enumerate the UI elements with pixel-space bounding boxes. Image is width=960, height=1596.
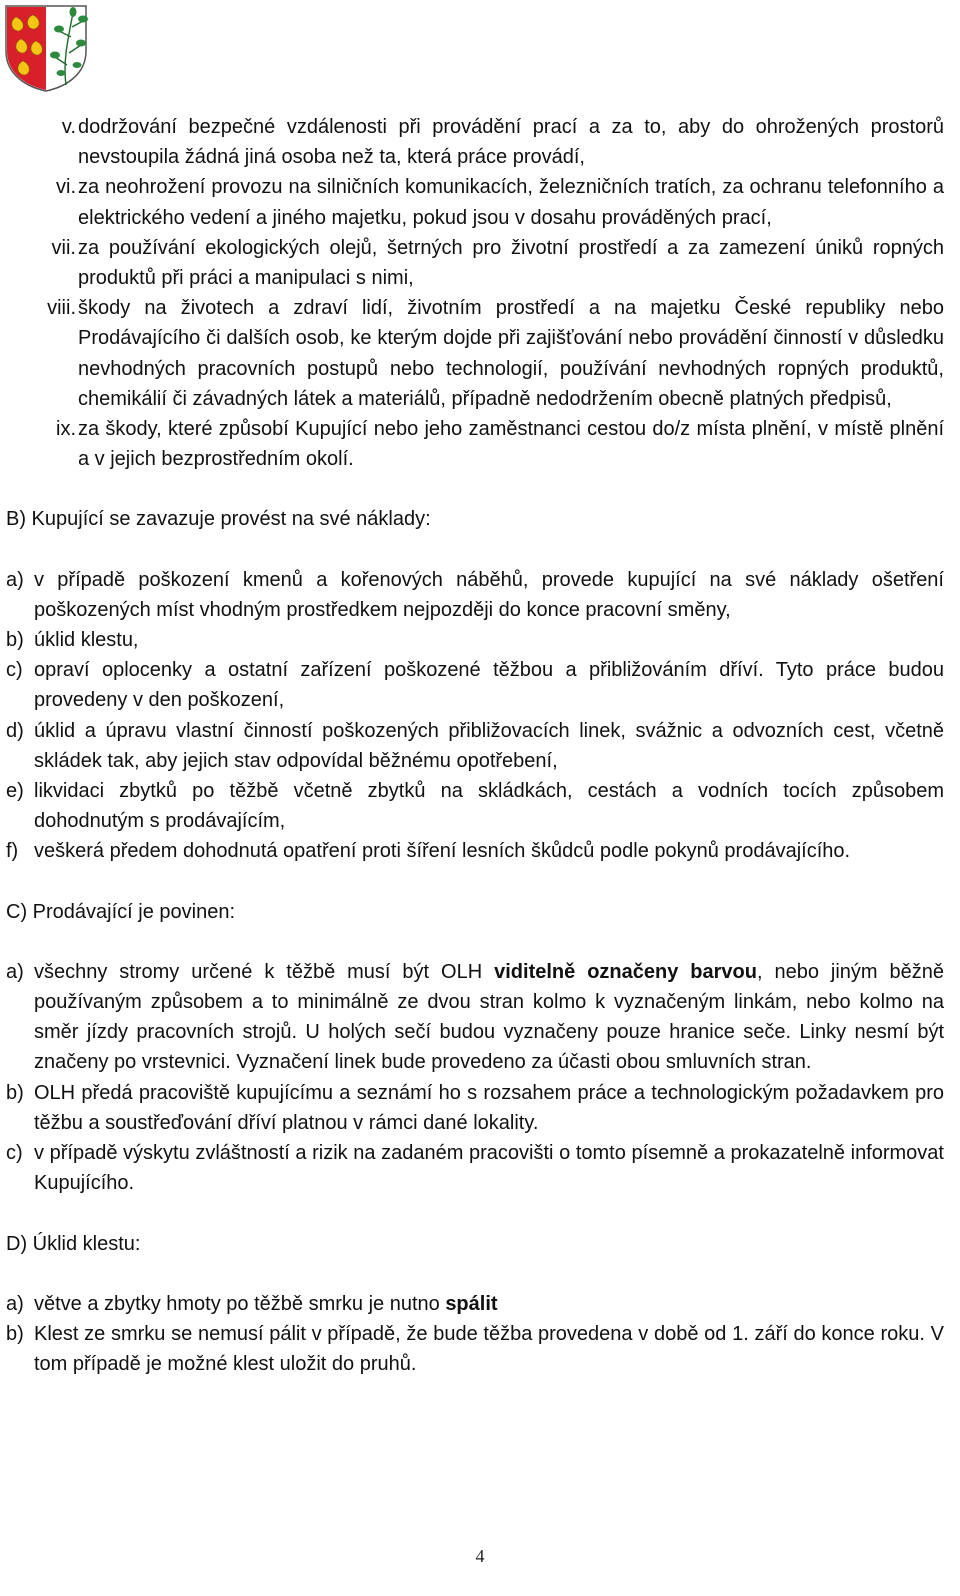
list-item xyxy=(6,957,944,1078)
list-item xyxy=(6,565,944,625)
page-number: 4 xyxy=(475,1546,485,1566)
list-item xyxy=(6,112,944,172)
item-number-label: vii. xyxy=(51,236,76,259)
list-item xyxy=(6,233,944,293)
list-item xyxy=(6,655,944,715)
emphasis-text: viditelně označeny barvou xyxy=(494,960,757,983)
item-number: c) xyxy=(6,659,23,682)
item-number xyxy=(6,112,76,172)
item-number xyxy=(6,414,76,474)
item-number: b) xyxy=(6,629,24,652)
emphasis-text: spálit xyxy=(445,1292,498,1315)
item-text: opraví oplocenky a ostatní zařízení poškozené těžbou a přibližováním dříví. Tyto práce budou provedeny v den poškození, xyxy=(34,659,944,712)
item-text: v případě poškození kmenů a kořenových náběhů, provede kupující na své náklady ošetření poškozených míst vhodným prostředkem nejpozději do konce pracovní směny, xyxy=(34,568,944,621)
item-text xyxy=(34,957,944,1078)
item-text: úklid a úpravu vlastní činností poškozených přibližovacích linek, svážnic a odvozních cest, včetně skládek tak, aby jejich stav odpovídal běžnému opotřebení, xyxy=(34,719,944,772)
list-item xyxy=(6,836,944,866)
item-text: úklid klestu, xyxy=(34,629,139,652)
section-c-heading: C) Prodávající je povinen: xyxy=(6,900,236,923)
item-text: OLH předá pracoviště kupujícímu a seznámí ho s rozsahem práce a technologickým požadavkem pro těžbu a soustřeďování dříví platnou v rámci dané lokality. xyxy=(34,1081,944,1134)
text-run: všechny stromy určené k těžbě musí být OLH xyxy=(34,960,495,983)
item-number xyxy=(6,233,76,293)
item-number xyxy=(6,293,76,414)
item-number: f) xyxy=(6,840,19,863)
item-text: za škody, které způsobí Kupující nebo jeho zaměstnanci cestou do/z místa plnění, v místě plnění a v jejich bezprostředním okolí. xyxy=(78,418,944,471)
roman-list xyxy=(6,112,944,474)
item-text: likvidaci zbytků po těžbě včetně zbytků na skládkách, cestách a vodních tocích způsobem dohodnutým s prodávajícím, xyxy=(34,780,944,833)
list-item xyxy=(6,1138,944,1198)
item-number: a) xyxy=(6,960,24,983)
item-number: a) xyxy=(6,568,24,591)
item-number: e) xyxy=(6,780,24,803)
item-number: b) xyxy=(6,1081,24,1104)
section-d-list xyxy=(6,1289,944,1380)
item-text: Klest ze smrku se nemusí pálit v případě, že bude těžba provedena v době od 1. září do konce roku. V tom případě je možné klest uložit do pruhů. xyxy=(34,1322,944,1376)
list-item xyxy=(6,293,944,414)
section-b-list xyxy=(6,565,944,867)
section-d-heading: D) Úklid klestu: xyxy=(6,1232,141,1255)
list-item xyxy=(6,1319,944,1379)
list-item xyxy=(6,776,944,836)
coat-of-arms-icon xyxy=(3,3,89,93)
item-text: za neohrožení provozu na silničních komunikacích, železničních tratích, za ochranu telefonního a elektrického vedení a jiného majetku, pokud jsou v dosahu prováděných prací, xyxy=(78,176,944,229)
item-text xyxy=(34,1289,944,1319)
item-number: b) xyxy=(6,1322,24,1345)
text-run: větve a zbytky hmoty po těžbě smrku je nutno xyxy=(34,1292,446,1315)
text-run: , nebo jiným běžně používaným způsobem a to minimálně ze dvou stran kolmo k vyznačeným linkám, nebo kolmo na směr jízdy pracovních strojů. U holých sečí budou vyznačeny pouze hranice seče. Linky nesmí být značeny po vrstevnici. Vyznačení linek bude provedeno za účasti obou smluvních stran. xyxy=(34,960,944,1074)
item-text: v případě výskytu zvláštností a rizik na zadaném pracovišti o tomto písemně a prokazatelně informovat Kupujícího. xyxy=(34,1142,944,1195)
section-c-list xyxy=(6,957,944,1199)
list-item xyxy=(6,1078,944,1138)
item-number: a) xyxy=(6,1292,24,1315)
item-text: za používání ekologických olejů, šetrných pro životní prostředí a za zamezení úniků ropných produktů při práci a manipulaci s nimi, xyxy=(78,236,944,290)
list-item xyxy=(6,625,944,655)
item-number-label: v. xyxy=(61,116,76,138)
item-number: d) xyxy=(6,719,24,742)
list-item xyxy=(6,172,944,232)
item-text: dodržování bezpečné vzdálenosti při provádění prací a za to, aby do ohrožených prostorů nevstoupila žádná jiná osoba než ta, která práce provádí, xyxy=(78,116,944,169)
item-number: c) xyxy=(6,1142,23,1165)
item-number-label: ix. xyxy=(56,418,76,441)
section-b-heading: B) Kupující se zavazuje provést na své náklady: xyxy=(6,508,431,531)
list-item xyxy=(6,716,944,776)
list-item xyxy=(6,1289,944,1319)
item-number xyxy=(6,172,76,232)
item-text: škody na životech a zdraví lidí, životním prostředí a na majetku České republiky nebo Prodávajícího či dalších osob, ke kterým dojde při zajišťování nebo provádění činností v důsledku nevhodných pracovních postupů nebo technologií, používání nevhodných ropných produktů, chemikálií či závadných látek a materiálů, případně nedodržením obecně platných předpisů, xyxy=(78,297,944,410)
item-number-label: vi. xyxy=(56,176,76,199)
item-number-label: viii. xyxy=(47,297,76,320)
item-text: veškerá předem dohodnutá opatření proti šíření lesních škůdců podle pokynů prodávajícího. xyxy=(34,840,851,863)
document-body xyxy=(6,112,944,1379)
list-item xyxy=(6,414,944,474)
